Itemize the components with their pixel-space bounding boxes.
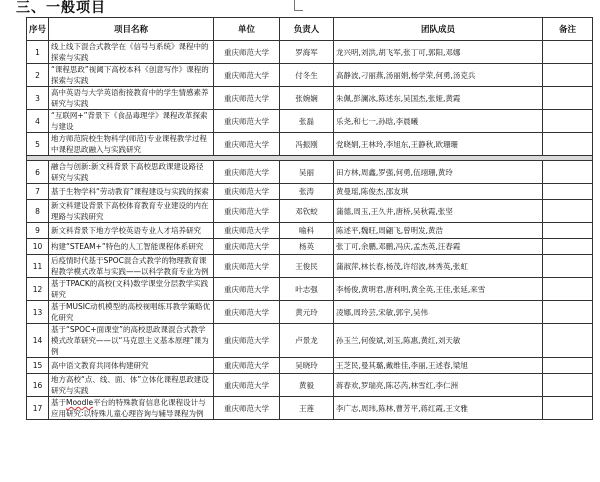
table-row [27,64,593,87]
cell-team: 蒋春欢,罗瑞亮,陈芯芮,林雪红,李仁洲 [334,374,543,397]
table-row [27,301,593,324]
cell-team: 凌娜,周玲芸,宋敏,郭宇,吴伟 [334,301,543,324]
cell-team: 王芝民,曼其璐,戴维佳,李丽,王述春,梁旭 [334,358,543,374]
header-name: 项目名称 [49,18,214,41]
cell-no: 9 [27,223,49,239]
cell-no: 10 [27,239,49,255]
table-header-row [27,18,593,41]
cell-lead: 吴丽 [280,161,334,184]
cell-note [543,278,593,301]
cell-project-name: 新文科建设背景下高校体育教育专业建设的内在理路与实践研究 [49,200,214,223]
cell-team: 孙玉兰,何俊斌,刘玉,陈惠,黄红,刘天敏 [334,324,543,358]
cell-team: 李广志,周玮,陈林,曹芳平,蒋红霞,王文雅 [334,397,543,420]
section-title: 三、一般项目 [16,0,106,16]
cell-project-name: 基于MUSIC动机模型的高校视唱练耳教学策略优化研究 [49,301,214,324]
cell-note [543,64,593,87]
cell-no: 4 [27,110,49,133]
cell-no: 17 [27,397,49,420]
cell-note [543,133,593,156]
table-row [27,41,593,64]
cell-project-name: 基于生物学科“劳动教育”课程建设与实践的探索 [49,184,214,200]
cell-note [543,358,593,374]
cell-note [543,200,593,223]
table-row [27,184,593,200]
cell-unit: 重庆师范大学 [214,64,280,87]
table-row [27,239,593,255]
cell-no: 5 [27,133,49,156]
cell-project-name: 后疫情时代基于SPOC混合式教学的物理教育课程教学模式改革与实践——以科学教育专业为例 [49,255,214,278]
cell-unit: 重庆师范大学 [214,358,280,374]
cell-project-name: 构建“STEAM+”特色的人工智能课程体系研究 [49,239,214,255]
cell-project-name: 基于“SPOC+面课堂”的高校思政课混合式教学模式改革研究——以“马克思主义基本原理”课为例 [49,324,214,358]
cell-unit: 重庆师范大学 [214,223,280,239]
cell-project-name: 高中语文教育共同体构建研究 [49,358,214,374]
cell-team: 蒲淑萍,林长春,杨茂,许绍波,林秀英,张虹 [334,255,543,278]
cell-project-name: 地方高校“点、线、面、体”立体化课程思政建设研究与实践 [49,374,214,397]
cell-note [543,301,593,324]
cell-unit: 重庆师范大学 [214,41,280,64]
table-row [27,278,593,301]
header-lead: 负责人 [280,18,334,41]
cell-unit: 重庆师范大学 [214,397,280,420]
cell-team: 朱佩,彭澜冰,陈述东,吴国杰,张娅,黄霞 [334,87,543,110]
cell-unit: 重庆师范大学 [214,239,280,255]
header-no: 序号 [27,18,49,41]
cell-lead: 冯振刚 [280,133,334,156]
cell-unit: 重庆师范大学 [214,184,280,200]
cell-lead: 张磊 [280,110,334,133]
cell-no: 1 [27,41,49,64]
cell-note [543,87,593,110]
header-unit: 单位 [214,18,280,41]
cell-note [543,239,593,255]
cell-no: 11 [27,255,49,278]
cell-no: 16 [27,374,49,397]
cell-lead: 王莲 [280,397,334,420]
cell-unit: 重庆师范大学 [214,374,280,397]
cell-lead: 喻科 [280,223,334,239]
cell-no: 15 [27,358,49,374]
cell-project-name: 地方师范院校生物科学(师范)专业课程教学过程中课程思政融入与实践研究 [49,133,214,156]
cell-unit: 重庆师范大学 [214,278,280,301]
cell-note [543,324,593,358]
cell-lead: 卢景龙 [280,324,334,358]
cell-note [543,397,593,420]
cell-project-name: 线上线下混合式教学在《信号与系统》课程中的探索与实践 [49,41,214,64]
cell-note [543,110,593,133]
cell-project-name: 基于TPACK的高校(文科)数学课堂分层教学实践研究 [49,278,214,301]
cell-lead: 吴晓玲 [280,358,334,374]
cell-team: 田方林,周鑫,罗强,何勇,伍翊珊,黄玲 [334,161,543,184]
table-row [27,200,593,223]
cell-unit: 重庆师范大学 [214,200,280,223]
cell-lead: 张婉娴 [280,87,334,110]
cell-team: 张丁可,余鹏,邓鹏,冯庆,孟杰英,汪春霞 [334,239,543,255]
project-table [26,17,593,420]
cell-team: 龙兴明,刘洪,胡飞军,张丁可,郭阳,邓娜 [334,41,543,64]
header-team: 团队成员 [334,18,543,41]
table-row [27,358,593,374]
cell-note [543,41,593,64]
cell-lead: 王俊民 [280,255,334,278]
cell-note [543,223,593,239]
table-row [27,255,593,278]
cell-team: 乐尧,和七一,孙晗,李晨曦 [334,110,543,133]
header-note: 备注 [543,18,593,41]
cell-note [543,161,593,184]
cell-lead: 张涛 [280,184,334,200]
cell-team: 李杨俊,黄明君,唐利明,黄全英,王佳,张延,来雪 [334,278,543,301]
cell-unit: 重庆师范大学 [214,255,280,278]
cell-project-name: “课程思政”视阈下高校本科《创意写作》课程的探索与实践 [49,64,214,87]
cell-unit: 重庆师范大学 [214,161,280,184]
cell-note [543,255,593,278]
text-cursor-marker [294,0,303,11]
cell-no: 6 [27,161,49,184]
cell-unit: 重庆师范大学 [214,301,280,324]
cell-no: 7 [27,184,49,200]
cell-lead: 罗海军 [280,41,334,64]
cell-no: 12 [27,278,49,301]
cell-lead: 黄毅 [280,374,334,397]
table-row [27,110,593,133]
cell-no: 14 [27,324,49,358]
table-row [27,223,593,239]
cell-project-name: “互联网+”背景下《食品毒理学》课程改革探索与建设 [49,110,214,133]
cell-project-name: 基于Moodle平台的特殊教育信息化课程设计与应用研究:以特殊儿童心理咨询与辅导课程为例 [49,397,214,420]
cell-lead: 叶志强 [280,278,334,301]
table-row [27,374,593,397]
table-row [27,161,593,184]
cell-team: 蒲德,周玉,王久井,唐桥,吴秋霞,张坚 [334,200,543,223]
cell-team: 陈述平,魏旺,周翩飞,曾明发,黄浩 [334,223,543,239]
table-row [27,133,593,156]
cell-team: 高静波,刁丽燕,汤丽娟,杨学荣,何勇,汤克兵 [334,64,543,87]
cell-no: 3 [27,87,49,110]
cell-no: 2 [27,64,49,87]
cell-no: 13 [27,301,49,324]
table-row [27,324,593,358]
cell-no: 8 [27,200,49,223]
cell-project-name: 高中英语与大学英语衔接教育中的学生情感素养研究与实践 [49,87,214,110]
cell-unit: 重庆师范大学 [214,87,280,110]
cell-project-name: 新文科背景下地方学校英语专业人才培养研究 [49,223,214,239]
table-row [27,397,593,420]
cell-unit: 重庆师范大学 [214,324,280,358]
cell-lead: 付冬生 [280,64,334,87]
cell-team: 党晓娟,王林玲,李旭东,王静秋,欧珊珊 [334,133,543,156]
cell-lead: 邓钦蛟 [280,200,334,223]
cell-unit: 重庆师范大学 [214,110,280,133]
cell-lead: 黄元玲 [280,301,334,324]
cell-note [543,184,593,200]
cell-lead: 杨英 [280,239,334,255]
table-row [27,87,593,110]
cell-project-name: 融合与创新:新文科背景下高校思政课建设路径研究与实践 [49,161,214,184]
cell-note [543,374,593,397]
cell-unit: 重庆师范大学 [214,133,280,156]
cell-team: 黄曼瑶,陈俊杰,邵友琪 [334,184,543,200]
spellcheck-underline: Moodle [66,398,94,407]
